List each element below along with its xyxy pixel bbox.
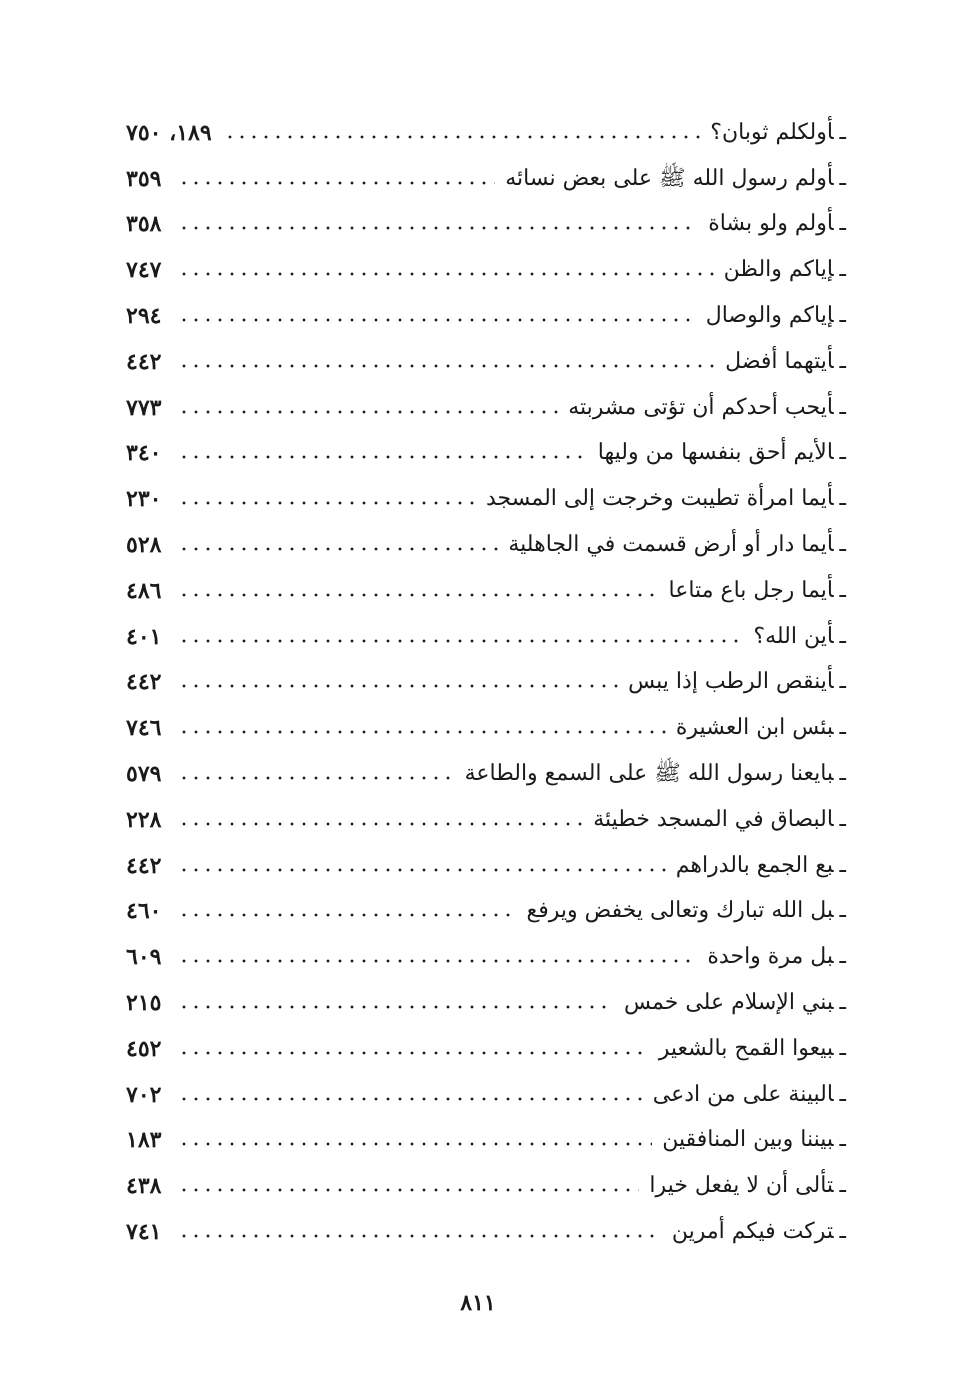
entry-title: البصاق في المسجد خطيئة (593, 806, 834, 832)
hadith-index-list (126, 110, 846, 1255)
entry-dash: ـ (839, 715, 846, 741)
dot-leader (178, 452, 588, 462)
entry-page-ref: ٤٦٠ (126, 898, 162, 925)
entry-title: بل الله تبارك وتعالى يخفض ويرفع (526, 898, 834, 924)
index-entry (126, 476, 846, 522)
entry-page-ref: ٢١٥ (126, 990, 162, 1017)
entry-dash: ـ (839, 1081, 846, 1107)
entry-dash: ـ (839, 119, 846, 145)
entry-page-ref: ٢٣٠ (126, 486, 162, 513)
entry-dash: ـ (839, 394, 846, 420)
entry-text (598, 442, 846, 464)
entry-title: أولكلم ثوبان؟ (710, 119, 834, 145)
dot-leader (178, 1094, 643, 1104)
entry-text (676, 717, 846, 739)
entry-text (708, 213, 846, 235)
entry-dash: ـ (839, 165, 846, 191)
entry-title: بيننا وبين المنافقين (662, 1127, 834, 1153)
dot-leader (178, 1048, 649, 1058)
entry-page-ref: ٥٢٨ (126, 532, 162, 559)
entry-dash: ـ (839, 257, 846, 283)
entry-title: بايعنا رسول الله ﷺ على السمع والطاعة (464, 761, 834, 787)
entry-text (628, 671, 846, 693)
entry-text (527, 900, 846, 922)
entry-dash: ـ (839, 623, 846, 649)
dot-leader (178, 819, 583, 829)
entry-page-ref: ١٨٩، ٧٥٠ (126, 119, 212, 146)
entry-page-ref: ٦٠٩ (126, 944, 162, 971)
index-entry (126, 247, 846, 293)
index-entry (126, 1026, 846, 1072)
entry-title: أينقص الرطب إذا يبس (628, 669, 834, 695)
index-entry (126, 705, 846, 751)
entry-page-ref: ٧٠٢ (126, 1081, 162, 1108)
dot-leader (178, 361, 715, 371)
entry-title: إياكم والظن (723, 257, 834, 283)
index-entry (126, 522, 846, 568)
entry-title: بل مرة واحدة (707, 944, 834, 970)
entry-title: البينة على من ادعى (652, 1081, 834, 1107)
entry-page-ref: ١٨٣ (126, 1127, 162, 1154)
index-entry (126, 751, 846, 797)
entry-page-ref: ٧٧٣ (126, 394, 162, 421)
entry-dash: ـ (839, 761, 846, 787)
index-entry (126, 339, 846, 385)
entry-title: أيما دار أو أرض قسمت في الجاهلية (508, 532, 834, 558)
index-entry (126, 934, 846, 980)
index-entry (126, 797, 846, 843)
index-entry (126, 110, 846, 156)
entry-text (652, 1081, 846, 1107)
dot-leader (178, 636, 743, 646)
entry-page-ref: ٣٤٠ (126, 440, 162, 467)
entry-text (658, 1035, 846, 1061)
entry-text (710, 119, 846, 145)
index-entry (126, 843, 846, 889)
entry-page-ref: ٤٤٢ (126, 852, 162, 879)
entry-title: أيتهما أفضل (725, 348, 834, 374)
entry-page-ref: ٢٩٤ (126, 303, 162, 330)
entry-text (465, 763, 846, 785)
index-entry (126, 293, 846, 339)
entry-page-ref: ٤٤٢ (126, 348, 162, 375)
dot-leader (178, 956, 697, 966)
dot-leader (178, 407, 558, 417)
entry-text (508, 534, 846, 556)
dot-leader (178, 910, 517, 920)
entry-dash: ـ (839, 990, 846, 1016)
entry-dash: ـ (839, 852, 846, 878)
entry-text (593, 806, 846, 832)
entry-text (707, 946, 846, 968)
dot-leader (178, 865, 666, 875)
entry-dash: ـ (839, 806, 846, 832)
page-number: ٨١١ (460, 1290, 496, 1316)
entry-title: بع الجمع بالدراهم (675, 852, 834, 878)
entry-title: أولم ولو بشاة (708, 211, 834, 237)
dot-leader (178, 773, 455, 783)
entry-title: بيعوا القمح بالشعير (658, 1035, 834, 1061)
dot-leader (178, 315, 696, 325)
entry-dash: ـ (839, 532, 846, 558)
entry-page-ref: ٧٤٧ (126, 257, 162, 284)
entry-text (505, 165, 846, 191)
dot-leader (178, 223, 698, 233)
dot-leader (178, 1002, 614, 1012)
dot-leader (178, 269, 714, 279)
entry-dash: ـ (839, 1127, 846, 1153)
dot-leader (178, 590, 659, 600)
dot-leader (178, 681, 618, 691)
entry-text (672, 1221, 846, 1243)
entry-text (668, 577, 846, 603)
entry-title: أيما رجل باع متاعا (668, 577, 834, 603)
entry-title: إياكم والوصال (705, 303, 834, 329)
entry-text (706, 305, 846, 327)
entry-text (724, 259, 846, 281)
entry-dash: ـ (839, 944, 846, 970)
entry-page-ref: ٤٨٦ (126, 577, 162, 604)
index-entry (126, 1163, 846, 1209)
entry-dash: ـ (839, 440, 846, 466)
entry-page-ref: ٤٣٨ (126, 1173, 162, 1200)
dot-leader (178, 1185, 639, 1195)
entry-page-ref: ٤٥٢ (126, 1035, 162, 1062)
entry-title: بئس ابن العشيرة (675, 715, 834, 741)
entry-title: أولم رسول الله ﷺ على بعض نسائه (505, 165, 834, 191)
index-entry (126, 568, 846, 614)
index-entry (126, 614, 846, 660)
entry-dash: ـ (839, 1173, 846, 1199)
entry-text (753, 623, 846, 649)
index-entry (126, 1118, 846, 1164)
dot-leader (178, 498, 476, 508)
entry-text (568, 394, 846, 420)
entry-page-ref: ٢٢٨ (126, 806, 162, 833)
index-entry (126, 1072, 846, 1118)
entry-page-ref: ٤٠١ (126, 623, 162, 650)
entry-title: أيما امرأة تطيبت وخرجت إلى المسجد (485, 486, 834, 512)
dot-leader (178, 1139, 652, 1149)
dot-leader (178, 727, 666, 737)
index-entry (126, 1209, 846, 1255)
entry-title: أيحب أحدكم أن تؤتى مشربته (568, 394, 834, 420)
entry-page-ref: ٧٤١ (126, 1219, 162, 1246)
entry-dash: ـ (839, 486, 846, 512)
entry-title: أين الله؟ (753, 623, 834, 649)
entry-dash: ـ (839, 577, 846, 603)
entry-dash: ـ (839, 348, 846, 374)
entry-title: تركت فيكم أمرين (671, 1219, 834, 1245)
entry-title: تألى أن لا يفعل خيرا (649, 1173, 834, 1199)
entry-text (624, 992, 846, 1014)
index-entry (126, 202, 846, 248)
entry-page-ref: ٧٤٦ (126, 715, 162, 742)
dot-leader (178, 178, 495, 188)
dot-leader (224, 132, 701, 142)
entry-dash: ـ (839, 303, 846, 329)
index-entry (126, 156, 846, 202)
entry-page-ref: ٣٥٩ (126, 165, 162, 192)
index-entry (126, 660, 846, 706)
entry-page-ref: ٤٤٢ (126, 669, 162, 696)
entry-text (725, 348, 846, 374)
entry-page-ref: ٥٧٩ (126, 761, 162, 788)
entry-dash: ـ (839, 1219, 846, 1245)
entry-title: الأيم أحق بنفسها من وليها (597, 440, 834, 466)
entry-page-ref: ٣٥٨ (126, 211, 162, 238)
index-entry (126, 980, 846, 1026)
entry-text (486, 488, 846, 510)
entry-text (649, 1175, 846, 1197)
entry-dash: ـ (839, 211, 846, 237)
dot-leader (178, 1231, 662, 1241)
dot-leader (178, 544, 498, 554)
index-entry (126, 385, 846, 431)
entry-text (675, 852, 846, 878)
index-entry (126, 889, 846, 935)
entry-dash: ـ (839, 898, 846, 924)
entry-dash: ـ (839, 669, 846, 695)
entry-title: بني الإسلام على خمس (623, 990, 834, 1016)
entry-text (662, 1129, 846, 1151)
index-entry (126, 431, 846, 477)
entry-dash: ـ (839, 1035, 846, 1061)
